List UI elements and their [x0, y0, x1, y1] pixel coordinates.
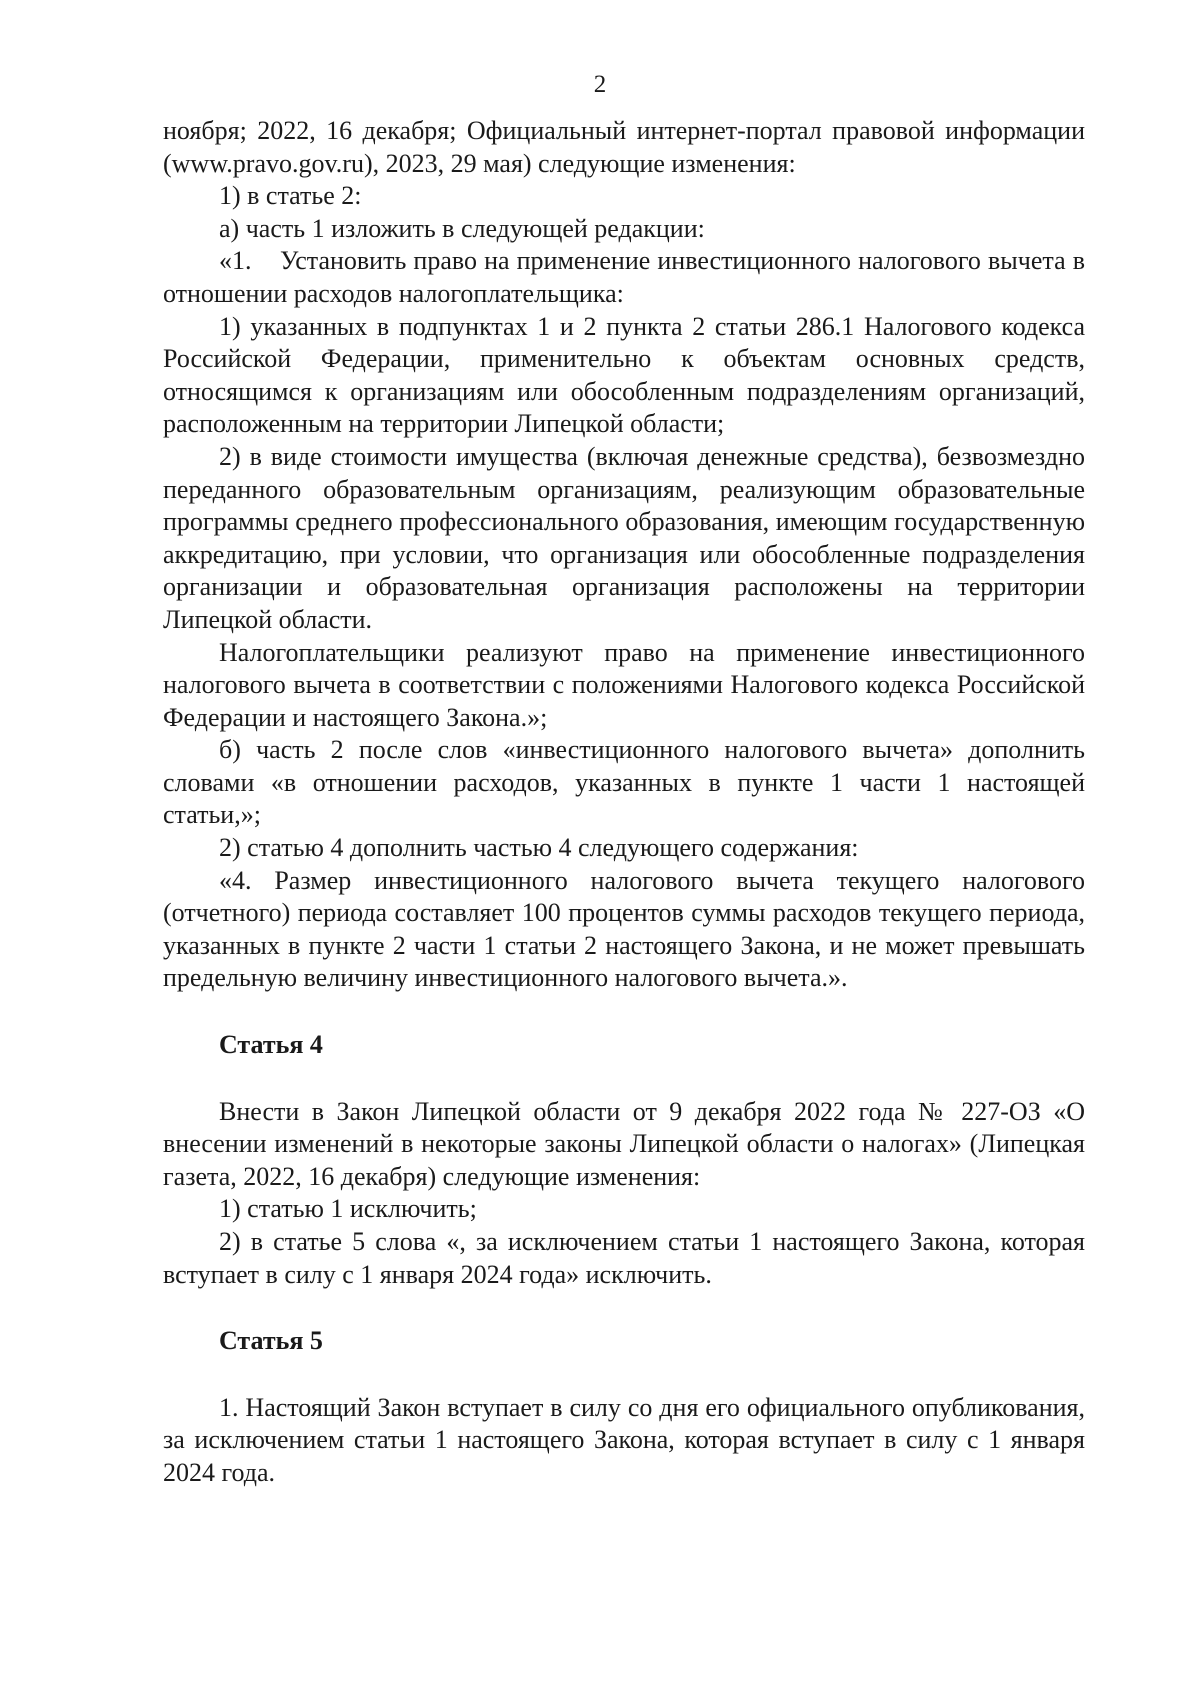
- paragraph-subitem-b: б) часть 2 после слов «инвестиционного налогового вычета» дополнить словами «в отношении расходов, указанных в пункте 1 части 1 настоящей статьи,»;: [163, 735, 1085, 830]
- article-5-heading: Статья 5: [219, 1326, 323, 1356]
- paragraph-expense-1: 1) указанных в подпунктах 1 и 2 пункта 2 статьи 286.1 Налогового кодекса Российской Федерации, применительно к объектам основных средств, относящимся к организациям или обособленным подразделениям организаций, расположенным на территории Липецкой области;: [163, 311, 1085, 439]
- article-4-item-2: 2) в статье 5 слова «, за исключением статьи 1 настоящего Закона, которая вступает в силу с 1 января 2024 года» исключить.: [163, 1227, 1085, 1289]
- paragraph-part4-text: «4. Размер инвестиционного налогового вычета текущего налогового (отчетного) периода составляет 100 процентов суммы расходов текущего периода, указанных в пункте 2 части 1 статьи 2 настоящего Закона, и не может превышать предельную величину инвестиционного налогового вычета.».: [163, 865, 1085, 993]
- page-number: 2: [593, 71, 607, 98]
- article-4-heading: Статья 4: [219, 1030, 323, 1060]
- paragraph-continuation: ноября; 2022, 16 декабря; Официальный интернет-портал правовой информации (www.pravo.gov.ru), 2023, 29 мая) следующие изменения:: [163, 116, 1085, 178]
- paragraph-item-article4: 2) статью 4 дополнить частью 4 следующего содержания:: [219, 833, 859, 863]
- paragraph-item-article2: 1) в статье 2:: [219, 181, 362, 211]
- paragraph-expense-2: 2) в виде стоимости имущества (включая денежные средства), безвозмездно переданного образовательным организациям, реализующим образовательные программы среднего профессионального образования, имеющим государственную аккредитацию, при условии, что организация или обособленные подразделения организации и образовательная организация расположены на территории Липецкой области.: [163, 441, 1085, 634]
- paragraph-part1-text: «1. Установить право на применение инвестиционного налогового вычета в отношении расходов налогоплательщика:: [163, 246, 1092, 308]
- paragraph-subitem-a: а) часть 1 изложить в следующей редакции:: [219, 213, 705, 243]
- article-5-paragraph: 1. Настоящий Закон вступает в силу со дня его официального опубликования, за исключением статьи 1 настоящего Закона, которая вступает в силу с 1 января 2024 года.: [163, 1392, 1085, 1487]
- paragraph-taxpayers: Налогоплательщики реализуют право на применение инвестиционного налогового вычета в соответствии с положениями Налогового кодекса Российской Федерации и настоящего Закона.»;: [163, 637, 1085, 732]
- article-4-paragraph: Внести в Закон Липецкой области от 9 декабря 2022 года № 227-ОЗ «О внесении изменений в некоторые законы Липецкой области о налогах» (Липецкая газета, 2022, 16 декабря) следующие изменения:: [163, 1096, 1085, 1191]
- article-4-item-1: 1) статью 1 исключить;: [219, 1194, 477, 1224]
- document-body: [163, 115, 1092, 1490]
